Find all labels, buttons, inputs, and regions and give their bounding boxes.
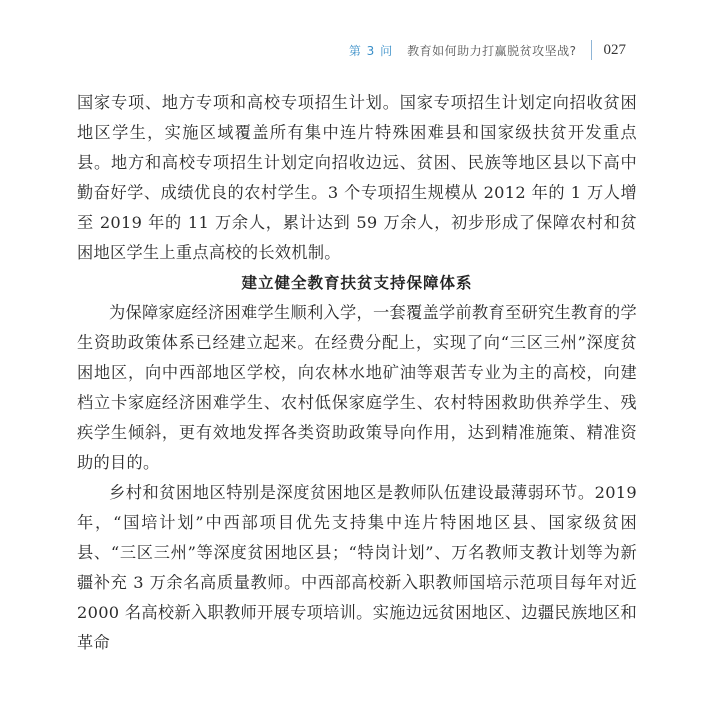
page-body bbox=[77, 88, 637, 658]
paragraph-student-aid: 为保障家庭经济困难学生顺利入学，一套覆盖学前教育至研究生教育的学生资助政策体系已经建立起来。在经费分配上，实现了向“三区三州”深度贫困地区，向中西部地区学校，向农林水地矿油等艰苦专业为主的高校，向建档立卡家庭经济困难学生、农村低保家庭学生、农村特困救助供养学生、残疾学生倾斜，更有效地发挥各类资助政策导向作用，达到精准施策、精准资助的目的。 bbox=[77, 303, 637, 472]
paragraph-special-enrollment: 国家专项、地方专项和高校专项招生计划。国家专项招生计划定向招收贫困地区学生，实施区域覆盖所有集中连片特殊困难县和国家级扶贫开发重点县。地方和高校专项招生计划定向招收边远、贫困、民族等地区县以下高中勤奋好学、成绩优良的农村学生。3 个专项招生规模从 2012 年的 1 万人增至 2019 年的 11 万余人，累计达到 59 万余人，初步形成了保障农村和贫困地区学生上重点高校的长效机制。 bbox=[77, 93, 637, 262]
paragraph-teacher-training: 乡村和贫困地区特别是深度贫困地区是教师队伍建设最薄弱环节。2019 年，“国培计划”中西部项目优先支持集中连片特困地区县、国家级贫困县、“三区三州”等深度贫困地区县；“特岗计划”、万名教师支教计划等为新疆补充 3 万余名高质量教师。中西部高校新入职教师国培示范项目每年对近 2000 名高校新入职教师开展专项培训。实施边远贫困地区、边疆民族地区和革命 bbox=[77, 483, 637, 652]
page-number: 027 bbox=[603, 41, 626, 58]
running-header bbox=[349, 38, 626, 62]
chapter-title: 教育如何助力打赢脱贫攻坚战? bbox=[407, 43, 577, 58]
header-divider bbox=[591, 40, 592, 60]
section-heading: 建立健全教育扶贫支持保障体系 bbox=[241, 274, 473, 292]
chapter-label: 第 3 问 bbox=[348, 43, 394, 58]
